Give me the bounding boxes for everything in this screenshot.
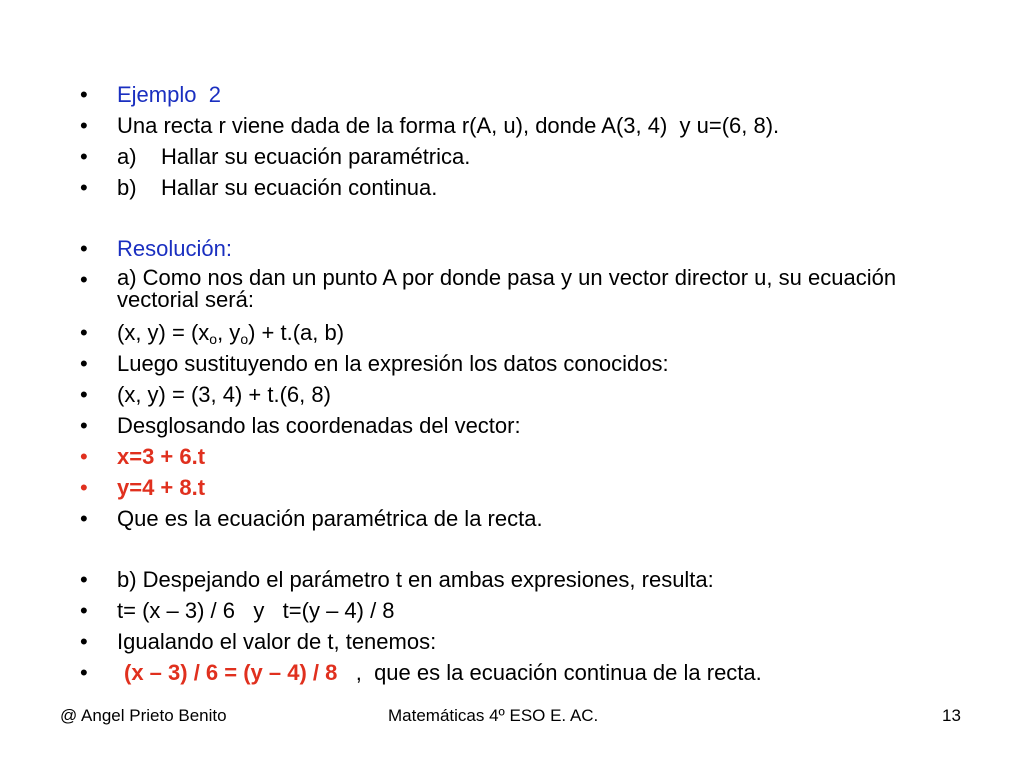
continuous-equation-formula: (x – 3) / 6 = (y – 4) / 8 [124,660,338,685]
breakdown-text: Desglosando las coordenadas del vector: [117,413,521,438]
resolution-b: b) Despejando el parámetro t en ambas expresiones, resulta: [117,567,714,592]
bullet: • [80,506,88,531]
eq-part: , y [217,320,241,345]
bullet: • [80,629,88,654]
bullet: • [80,567,88,592]
bullet: • [80,475,88,500]
substitution-text: Luego sustituyendo en la expresión los datos conocidos: [117,351,669,376]
footer-author: @ Angel Prieto Benito [60,706,227,725]
problem-statement: Una recta r viene dada de la forma r(A, u), donde A(3, 4) y u=(6, 8). [117,113,780,138]
example-title: Ejemplo 2 [117,82,221,107]
bullet: • [80,113,88,138]
subscript: o [209,331,218,347]
param-conclusion: Que es la ecuación paramétrica de la recta. [117,506,543,531]
footer-course: Matemáticas 4º ESO E. AC. [388,706,599,725]
t-expressions: t= (x – 3) / 6 y t=(y – 4) / 8 [117,598,395,623]
equating-text: Igualando el valor de t, tenemos: [117,629,437,654]
bullet: • [80,236,88,261]
continuous-equation [124,660,1004,685]
resolution-a: a) Como nos dan un punto A por donde pasa y un vector director u, su ecuación vectorial será: [117,265,897,312]
param-eq-x: x=3 + 6.t [117,444,206,469]
eq-part: (x, y) = (x [117,320,210,345]
task-b-label: b) [117,175,137,200]
vector-equation-general [117,320,997,345]
bullet: • [80,144,88,169]
bullet: • [80,320,88,345]
bullet: • [80,660,88,685]
bullet: • [80,82,88,107]
task-a-text: Hallar su ecuación paramétrica. [161,144,471,169]
bullet: • [80,267,88,292]
resolution-title: Resolución: [117,236,232,261]
bullet: • [80,351,88,376]
eq-part: ) + t.(a, b) [248,320,345,345]
subscript: o [240,331,249,347]
bullet: • [80,444,88,469]
bullet: • [80,382,88,407]
task-a [117,144,997,169]
task-b [117,175,997,200]
bullet: • [80,175,88,200]
task-b-text: Hallar su ecuación continua. [161,175,438,200]
continuous-equation-text: , que es la ecuación continua de la recta. [337,660,762,685]
footer-page-number: 13 [942,706,961,725]
task-a-label: a) [117,144,137,169]
vector-equation-specific: (x, y) = (3, 4) + t.(6, 8) [117,382,331,407]
param-eq-y: y=4 + 8.t [117,475,206,500]
bullet: • [80,413,88,438]
bullet: • [80,598,88,623]
